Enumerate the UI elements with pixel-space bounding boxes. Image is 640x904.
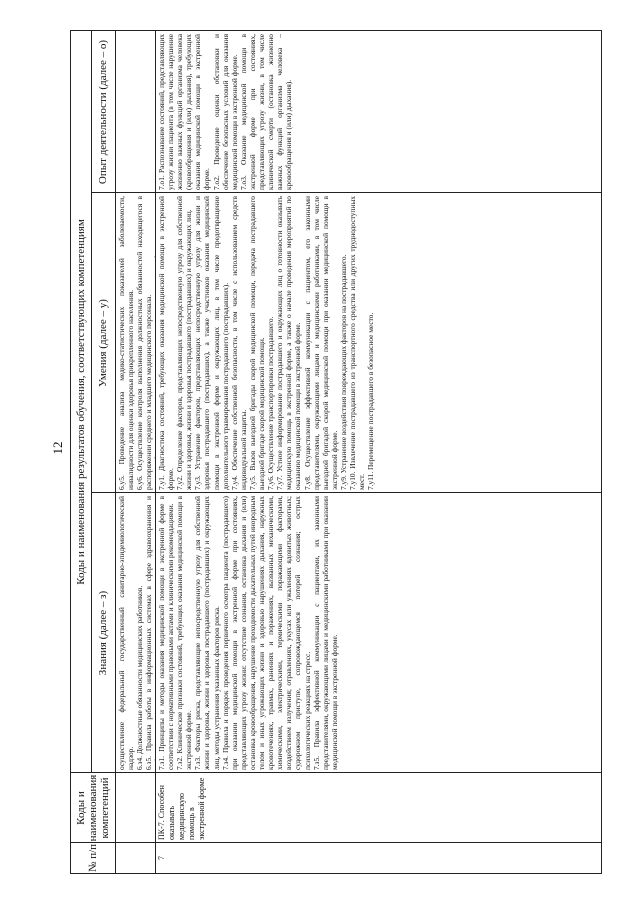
knowledge-item: 6.з4. Должностные обязанности медицинских работников. xyxy=(135,585,145,770)
row-2-knowledge xyxy=(155,493,601,773)
row-1-experience xyxy=(115,31,155,193)
rotated-page xyxy=(50,24,610,880)
header-knowledge: Знания (далее – з) xyxy=(97,590,109,676)
competency-table xyxy=(70,30,602,874)
skill-item: 7.у1. Диагностика состояний, требующих оказания медицинской помощи в экстренной форме. xyxy=(157,196,176,490)
skill-item: 6.у6. Осуществление контроля выполнения должностных обязанностей находящегося в распоряжении среднего и младшего медицинского персонала. xyxy=(135,196,154,490)
row-2-skills xyxy=(155,193,601,493)
skill-item: 7.у7. Устное информирование пострадавшего и окружающих лиц о готовности оказывать медицинскую помощь в экстренной форме, а также о начале проведения мероприятий по оказанию медицинской помощи в экстренной форме. xyxy=(275,196,303,490)
skill-item: 7.у5. Вызов выездной бригады скорой медицинской помощи, передача пострадавшего выездной бригаде скорой медицинской помощи. xyxy=(247,196,267,490)
row-1-skills xyxy=(115,193,155,493)
row-2-code: ПК-7. Способен оказывать медицинскую помощь в экстренной форме xyxy=(157,777,206,840)
knowledge-item: 6.з5. Правила работы в информационных системах в сфере здравоохранения и xyxy=(144,496,154,770)
row-2-num: 7 xyxy=(157,856,166,860)
row-1-knowledge xyxy=(115,493,155,773)
knowledge-item: 7.з4. Правила и порядок проведения первичного осмотра пациента (пострадавшего) при оказании медицинской помощи в экстренной форме при состояниях, представляющих угрозу жизни: отсутствие сознания, остановка дыхания и (или) остановка кровообращения, нарушение проходимости дыхательных путей инородным телом и иных угрожающих жизни и здоровью нарушениях дыхания, наружных кровотечениях, травмах, ранениях и поражениях, вызванных механическими, химическими, электрическими, термическими поражающими факторами, воздействием излучения; отравлениях, укусах или ужалениях ядовитых животных; судорожном приступе, сопровождающемся потерей сознания; острых психологических реакциях на стресс. xyxy=(220,496,312,770)
skill-item: 7.у4. Обеспечение собственной безопасности, в том числе с использованием средств индивидуальной защиты. xyxy=(229,196,248,490)
skill-item: 6.у5. Проведение анализа медико-статистических показателей заболеваемости, инвалидности для оценки здоровья прикрепленного населения. xyxy=(117,196,136,490)
skill-item: 7.у3. Устранение факторов, представляющих непосредственную угрозу для жизни и здоровья пострадавшего (пострадавших), а также участников оказания медицинской помощи в экстренной форме и окружающих лиц, в том числе предотвращение дополнительного травмирования пострадавшего (пострадавших). xyxy=(193,196,230,490)
page-number: 12 xyxy=(50,441,65,455)
header-num: № п/п xyxy=(87,843,99,873)
header-codes: Коды и наименования компетенций xyxy=(75,774,111,842)
knowledge-item: 7.з3. Факторы риска, представляющие непосредственную угрозу для собственной жизни и здоровья, жизни и здоровья пострадавшего (пострадавших) и окружающих лиц, методы устранения указанных факторов риска. xyxy=(193,496,221,770)
experience-item: 7.о1. Распознавание состояний, представляющих угрозу жизни пациента (в том числе нарушение жизненно важных функций организма человека (кровообращения и (или) дыхания), требующих оказания медицинской помощи в экстренной форме. xyxy=(157,34,212,190)
skill-item: 7.у11. Перемещение пострадавшего в безопасное место. xyxy=(366,312,376,490)
skill-item: 7.у6. Осуществление транспортировки пострадавшего. xyxy=(266,316,276,490)
skill-item: 7.у9. Устранение воздействия повреждающих факторов на пострадавшего. xyxy=(338,254,348,490)
header-skills: Умения (далее – у) xyxy=(97,299,109,387)
knowledge-item: 7.з2. Клинические признаки состояний, требующих оказания медицинской помощи в экстренной форме. xyxy=(175,496,194,770)
header-experience: Опыт деятельности (далее – о) xyxy=(97,39,109,185)
row-1-num xyxy=(115,843,155,873)
skill-item: 7.у8. Осуществление эффективной коммуникации с пациентом, его законными представителями, окружающими лицами и медицинскими работниками, в том числе выездной бригадой скорой медицинской помощи при оказании медицинской помощи в экстренной форме. xyxy=(302,196,339,490)
experience-item: 7.о2. Проведение оценки обстановки и обеспечение безопасных условий для оказания медицинской помощи в экстренной форме. xyxy=(211,34,239,190)
experience-item: 7.о3. Оказание медицинской помощи в экстренной форме при состояниях, представляющих угрозу жизни, в том числе клинической смерти (остановка жизненно важных функций организма человека – кровообращения и (или) дыхания). xyxy=(238,34,294,190)
knowledge-item: 7.з5. Правила эффективной коммуникации с пациентами, их законными представителями, окружающими лицами и медицинскими работниками при оказании медицинской помощи в экстренной форме. xyxy=(311,496,339,770)
header-group: Коды и наименования результатов обучения, соответствующих компетенциям xyxy=(75,219,87,585)
knowledge-item: 7.з1. Принципы и методы оказания медицинской помощи в экстренной форме в соответствии с нормативными правовыми актами и клиническими рекомендациями. xyxy=(157,496,176,770)
skill-item: 7.у10. Извлечение пострадавшего из транспортного средства или других труднодоступных мест. xyxy=(347,196,367,490)
row-1-code xyxy=(115,773,155,843)
knowledge-item: осуществление федеральный государственный санитарно-эпидемиологический надзор. xyxy=(117,496,136,770)
row-2-experience xyxy=(155,31,601,193)
skill-item: 7.у2. Определение факторов, представляющих непосредственную угрозу для собственной жизни и здоровья, жизни и здоровья пострадавшего (пострадавших) и окружающих лиц. xyxy=(175,196,194,490)
